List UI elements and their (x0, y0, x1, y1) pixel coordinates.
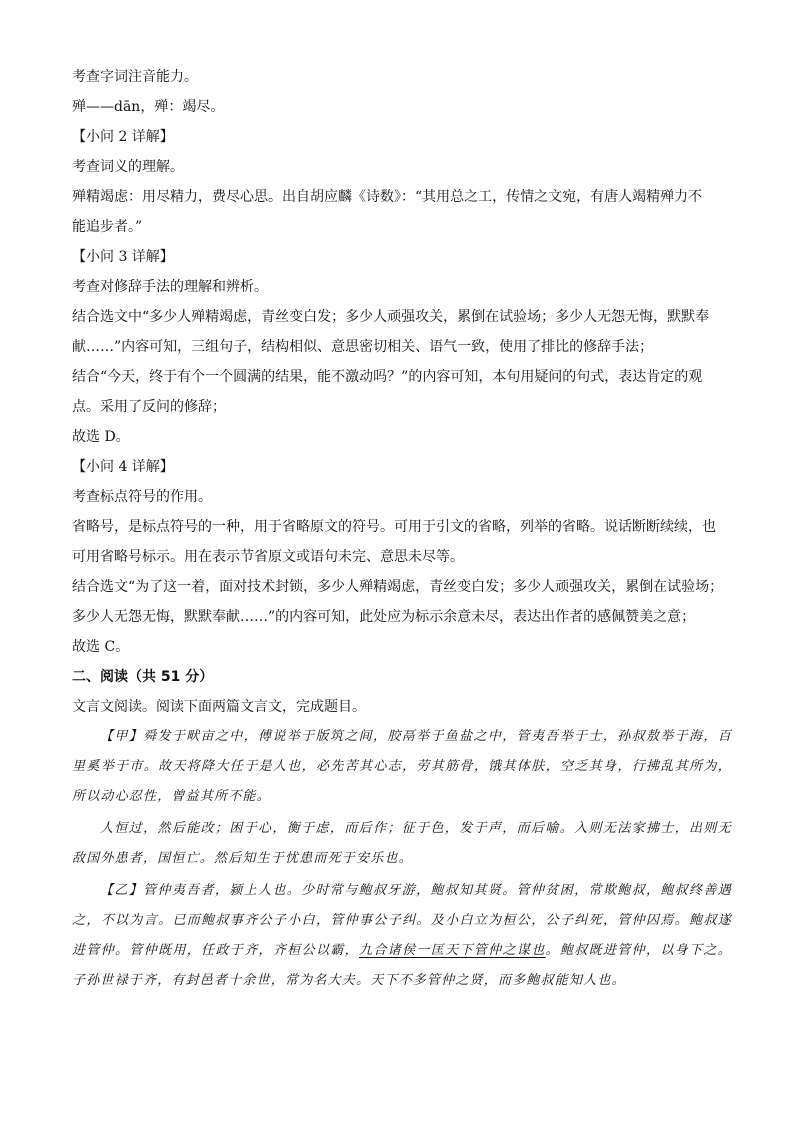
underlined-sentence: 九合诸侯一匡天下管仲之谋也 (359, 943, 546, 958)
text-line: 多少人无怨无悔，默默奉献……”的内容可知，此处应为标示余意未尽，表达出作者的感佩赞美之意； (72, 609, 696, 625)
text-line: 结合“今天，终于有个一个圆满的结果，能不激动吗？”的内容可知，本句用疑问的句式，表达肯定的观 (72, 369, 703, 385)
passage-jia-paragraph-1: 【甲】舜发于畎亩之中，傅说举于版筑之间，胶鬲举于鱼盐之中，管夷吾举于士，孙叔敖举于海，百里奚举于市。故天将降大任于是人也，必先苦其心志，劳其筋骨，饿其体肤，空乏其身，行拂乱其所为，所以动心忍性，曾益其所不能。 (72, 729, 732, 804)
text-line: 能追步者。” (72, 219, 143, 235)
answer-line: 故选 C。 (72, 639, 130, 655)
question-heading: 【小问 4 详解】 (72, 459, 174, 475)
passage-jia-paragraph-2: 人恒过，然后能改；困于心，衡于虑，而后作；征于色，发于声，而后喻。入则无法家拂士，出则无敌国外患者，国恒亡。然后知生于忧患而死于安乐也。 (72, 821, 732, 866)
reading-intro: 文言文阅读。阅读下面两篇文言文，完成题目。 (72, 699, 366, 715)
text-line: 考查字词注音能力。 (72, 69, 198, 85)
document-page (72, 62, 732, 996)
text-line: 考查标点符号的作用。 (72, 489, 212, 505)
passage-yi-text: 。鲍叔既进管仲，以身下之。子孙世禄于齐，有封邑者十余世，常为名大夫。天下不多管仲之贤，而多鲍叔能知人也。 (72, 943, 732, 988)
text-line: 可用省略号标示。用在表示节省原文或语句未完、意思未尽等。 (72, 549, 464, 565)
text-line: 考查对修辞手法的理解和辨析。 (72, 279, 268, 295)
text-line: 殚精竭虑：用尽精力，费尽心思。出自胡应麟《诗数》：“其用总之工，传情之文宛，有唐人竭精殚力不 (72, 189, 703, 205)
question-heading: 【小问 3 详解】 (72, 249, 174, 265)
text-line: 省略号，是标点符号的一种，用于省略原文的符号。可用于引文的省略，列举的省略。说话断断续续，也 (72, 519, 716, 535)
question-heading: 【小问 2 详解】 (72, 129, 174, 145)
answer-line: 故选 D。 (72, 429, 130, 445)
passage-yi-text: 【乙】管仲夷吾者，颍上人也。少时常与鲍叔牙游，鲍叔知其贤。管仲贫困，常欺鲍叔，鲍叔终善遇之，不以为言。已而鲍叔事齐公子小白，管仲事公子纠。及小白立为桓公，公子纠死，管仲囚焉。鲍叔遂进管仲。管仲既用，任政于齐，齐桓公以霸， (72, 883, 732, 958)
text-line: 结合选文中“多少人殚精竭虑，青丝变白发；多少人顽强攻关，累倒在试验场；多少人无怨无悔，默默奉 (72, 309, 710, 325)
text-line: 点。采用了反问的修辞； (72, 399, 226, 415)
text-line: 殚——dān，殚：竭尽。 (72, 99, 225, 115)
text-line: 结合选文“为了这一着，面对技术封锁，多少人殚精竭虑，青丝变白发；多少人顽强攻关，累倒在试验场； (72, 579, 724, 595)
passage-yi (72, 876, 732, 996)
section-title: 二、阅读（共 51 分） (72, 669, 214, 685)
text-line: 考查词义的理解。 (72, 159, 184, 175)
text-line: 献……”内容可知，三组句子，结构相似、意思密切相关、语气一致，使用了排比的修辞手法； (72, 339, 654, 355)
